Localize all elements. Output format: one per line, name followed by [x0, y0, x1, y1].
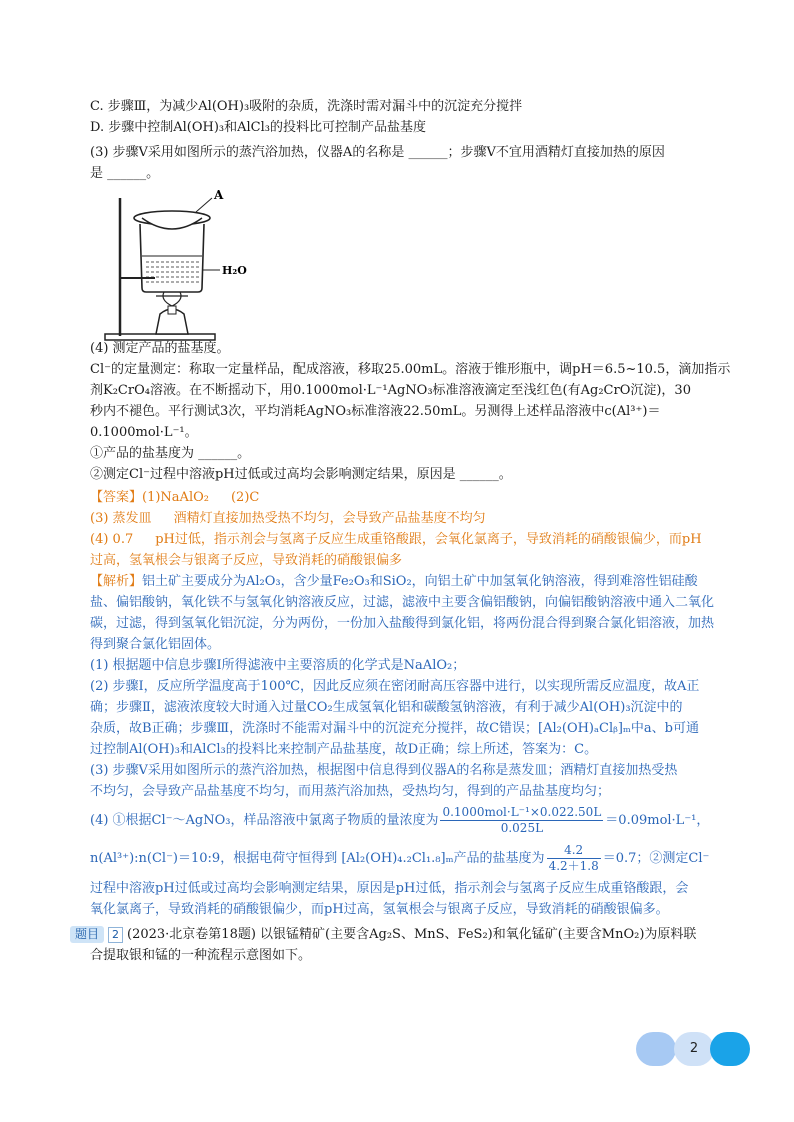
analysis-basicity-post: ＝0.7；②测定Cl⁻: [602, 851, 710, 866]
answer-4a: (4) 0.7: [90, 532, 134, 547]
answer-2: (2)C: [230, 490, 260, 505]
analysis-label: 【解析】: [90, 574, 143, 589]
question-4-title: (4) 测定产品的盐基度。: [90, 341, 230, 356]
answer-line-1: [90, 487, 722, 508]
question-4-line-1: Cl⁻的定量测定：称取一定量样品，配成溶液，移取25.00mL。溶液于锥形瓶中，调pH＝6.5~10.5，滴加指示: [90, 362, 731, 377]
analysis-line-12: [90, 802, 722, 840]
label-a: A: [214, 188, 224, 202]
page-number: 2: [689, 1041, 699, 1056]
question-3-line-2: 是 ______。: [90, 166, 160, 181]
option-c: C. 步骤Ⅲ，为减少Al(OH)₃吸附的杂质，洗涤时需对漏斗中的沉淀充分搅拌: [90, 99, 523, 114]
next-question-text: (2023·北京卷第18题) 以银锰精矿(主要含Ag₂S、MnS、FeS₂)和氧化锰矿(主要含MnO₂)为原料联: [127, 927, 697, 942]
analysis-line-6: (2) 步骤Ⅰ，反应所学温度高于100℃，因此反应须在密闭耐高压容器中进行，以实现所需反应温度，故A正: [90, 679, 700, 694]
analysis-line-8: 杂质，故B正确；步骤Ⅲ，洗涤时不能需对漏斗中的沉淀充分搅拌，故C错误；[Al₂(OH)ₐClᵦ]ₘ中a、b可通: [90, 721, 699, 736]
answer-line-2: [90, 508, 722, 529]
analysis-line-14: 过程中溶液pH过低或过高均会影响测定结果，原因是pH过低，指示剂会与氢离子反应生成重铬酸跟，会: [90, 881, 689, 896]
question-3-line-1: (3) 步骤V采用如图所示的蒸汽浴加热，仪器A的名称是 ______；步骤V不宜用酒精灯直接加热的原因: [90, 145, 665, 160]
analysis-line-13: [90, 840, 722, 878]
analysis-text: 铝土矿主要成分为Al₂O₃，含少量Fe₂O₃和SiO₂，向铝土矿中加氢氧化钠溶液，得到难溶性铝硅酸: [142, 574, 698, 589]
question-4-line-4: 0.1000mol·L⁻¹。: [90, 425, 198, 440]
fraction-basicity: [547, 843, 601, 874]
analysis-basicity-pre: n(Al³⁺):n(Cl⁻)＝10:9，根据电荷守恒得到 [Al₂(OH)₄.₂Cl₁.₈]ₘ产品的盐基度为: [90, 851, 545, 866]
analysis-line-11: 不均匀，会导致产品盐基度不均匀，而用蒸汽浴加热，受热均匀，得到的产品盐基度均匀；: [90, 784, 611, 799]
analysis-line-15: 氧化氯离子，导致消耗的硝酸银偏少，而pH过高，氢氧根会与银离子反应，导致消耗的硝酸银偏多。: [90, 902, 669, 917]
question-4-sub-1: ①产品的盐基度为 ______。: [90, 446, 251, 461]
page-number-badge: [636, 1032, 752, 1066]
analysis-line-1: [90, 571, 722, 592]
question-badge: 题目: [70, 926, 104, 943]
analysis-line-4: 得到聚合氯化铝固体。: [90, 637, 221, 652]
figure-area: [90, 180, 722, 340]
answer-line-3: [90, 529, 722, 550]
analysis-line-3: 碳，过滤，得到氢氧化铝沉淀，分为两份，一份加入盐酸得到氯化铝，将两份混合得到聚合氯化铝溶液，加热: [90, 616, 715, 631]
question-number: 2: [108, 927, 123, 943]
question-4-line-2: 剂K₂CrO₄溶液。在不断摇动下，用0.1000mol·L⁻¹AgNO₃标准溶液滴定至浅红色(有Ag₂CrO沉淀)，30: [90, 383, 691, 398]
fraction-denominator: 0.025L: [500, 821, 544, 835]
next-question-line-2: 合提取银和锰的一种流程示意图如下。: [90, 948, 312, 963]
answer-3a: (3) 蒸发皿: [90, 511, 152, 526]
fraction-numerator: 0.1000mol·L⁻¹×0.022.50L: [442, 805, 602, 819]
analysis-line-5: (1) 根据题中信息步骤Ⅰ所得滤液中主要溶质的化学式是NaAlO₂；: [90, 658, 466, 673]
steam-bath-apparatus-figure: [100, 188, 260, 348]
analysis-line-2: 盐、偏铝酸钠，氧化铁不与氢氧化钠溶液反应，过滤，滤液中主要含偏铝酸钠，向偏铝酸钠溶液中通入二氧化: [90, 595, 715, 610]
analysis-line-7: 确；步骤Ⅱ，滤液浓度较大时通入过量CO₂生成氢氧化铝和碳酸氢钠溶液，有利于减少Al(OH)₃沉淀中的: [90, 700, 683, 715]
answer-label: 【答案】: [90, 490, 143, 505]
label-h2o: H₂O: [222, 264, 247, 277]
option-d: D. 步骤中控制Al(OH)₃和AlCl₃的投料比可控制产品盐基度: [90, 120, 426, 135]
fraction-denominator: 4.2＋1.8: [548, 859, 599, 873]
analysis-formula-pre: (4) ①根据Cl⁻～AgNO₃，样品溶液中氯离子物质的量浓度为: [90, 813, 439, 828]
fraction-numerator: 4.2: [547, 843, 601, 859]
answer-4b: pH过低，指示剂会与氢离子反应生成重铬酸跟，会氧化氯离子，导致消耗的硝酸银偏少，而pH: [155, 532, 702, 547]
analysis-line-9: 过控制Al(OH)₃和AlCl₃的投料比来控制产品盐基度，故D正确；综上所述，答案为：C。: [90, 742, 598, 757]
answer-3b: 酒精灯直接加热受热不均匀，会导致产品盐基度不均匀: [173, 511, 486, 526]
question-4-line-3: 秒内不褪色。平行测试3次，平均消耗AgNO₃标准溶液22.50mL。另测得上述样品溶液中c(Al³⁺)＝: [90, 404, 661, 419]
analysis-line-10: (3) 步骤V采用如图所示的蒸汽浴加热，根据图中信息得到仪器A的名称是蒸发皿；酒精灯直接加热受热: [90, 763, 678, 778]
fraction-concentration: [440, 805, 603, 836]
document-page: [75, 96, 731, 966]
next-question-header: [70, 924, 702, 945]
answer-1: (1)NaAlO₂: [142, 490, 209, 505]
analysis-formula-post: ＝0.09mol·L⁻¹，: [605, 813, 710, 828]
answer-line-4: 过高，氢氧根会与银离子反应，导致消耗的硝酸银偏多: [90, 553, 403, 568]
question-4-sub-2: ②测定Cl⁻过程中溶液pH过低或过高均会影响测定结果，原因是 ______。: [90, 467, 512, 482]
